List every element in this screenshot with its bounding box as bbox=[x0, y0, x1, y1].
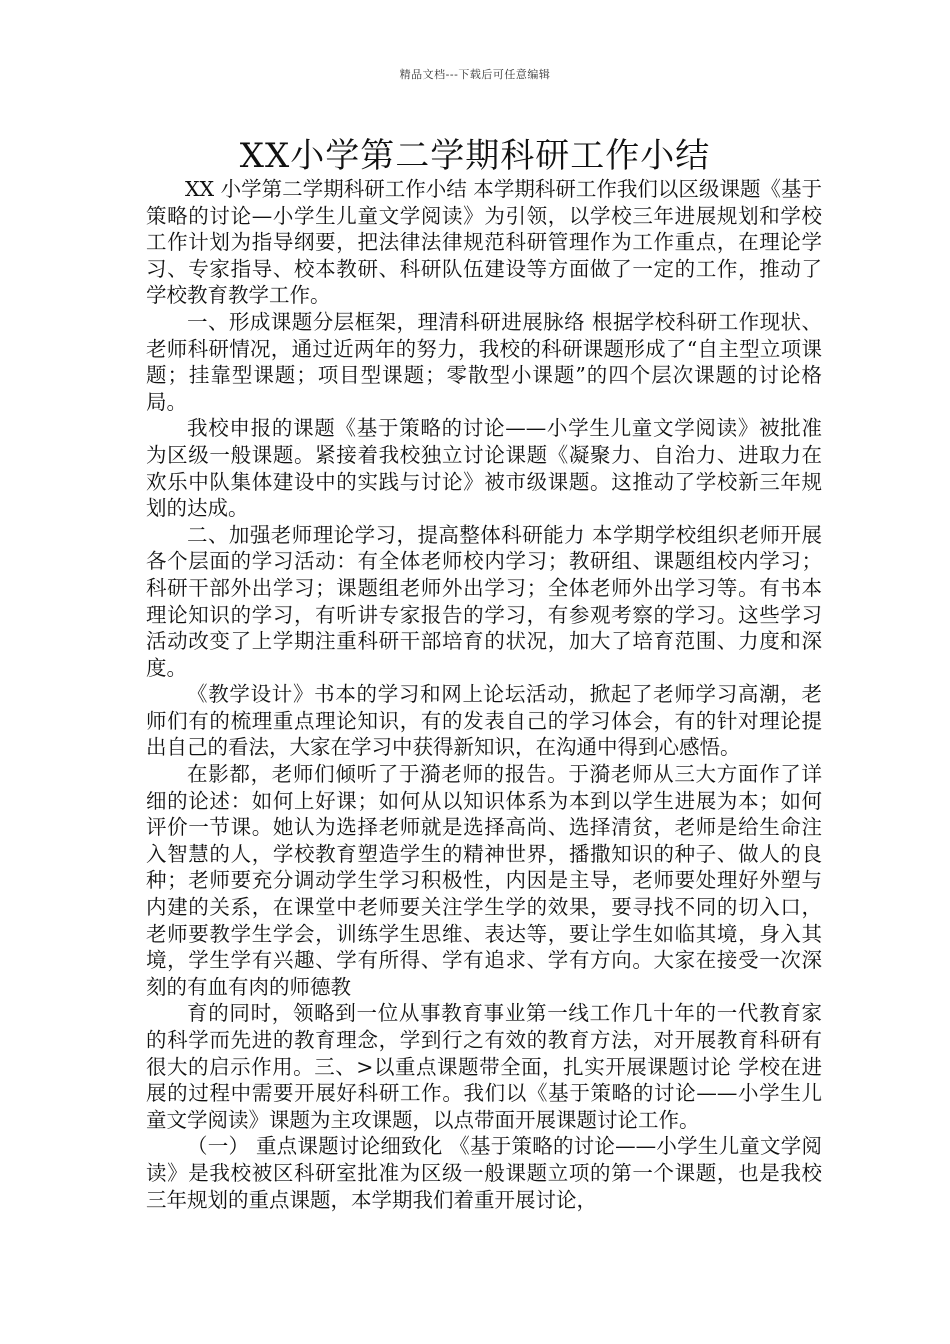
paragraph-section-1: 一、形成课题分层框架，理清科研进展脉络 根据学校科研工作现状、老师科研情况，通过近两年的努力，我校的科研课题形成了“自主型立项课题；挂靠型课题；项目型课题；零散型小课题”的四个层次课题的讨论格局。 bbox=[146, 309, 822, 414]
paragraph-intro: XX 小学第二学期科研工作小结 本学期科研工作我们以区级课题《基于策略的讨论—小学生儿童文学阅读》为引领，以学校三年进展规划和学校工作计划为指导纲要，把法律法律规范科研管理作为工作重点，在理论学习、专家指导、校本教研、科研队伍建设等方面做了一定的工作，推动了学校教育教学工作。 bbox=[146, 177, 822, 308]
document-title: XX小学第二学期科研工作小结 bbox=[239, 136, 711, 176]
paragraph-section-2: 二、加强老师理论学习，提高整体科研能力 本学期学校组织老师开展各个层面的学习活动：有全体老师校内学习；教研组、课题组校内学习；科研干部外出学习；课题组老师外出学习；全体老师外出学习等。有书本理论知识的学习，有听讲专家报告的学习，有参观考察的学习。这些学习活动改变了上学期注重科研干部培育的状况，加大了培育范围、力度和深度。 bbox=[146, 522, 822, 680]
paragraph-project-approval: 我校申报的课题《基于策略的讨论——小学生儿童文学阅读》被批准为区级一般课题。紧接着我校独立讨论课题《凝聚力、自治力、进取力在欢乐中队集体建设中的实践与讨论》被市级课题。这推动了学校新三年规划的达成。 bbox=[146, 416, 822, 521]
paragraph-teaching-design: 《教学设计》书本的学习和网上论坛活动，掀起了老师学习高潮，老师们有的梳理重点理论知识，有的发表自己的学习体会，有的针对理论提出自己的看法，大家在学习中获得新知识，在沟通中得到心感悟。 bbox=[146, 682, 822, 760]
paragraph-lecture-report: 在影都，老师们倾听了于漪老师的报告。于漪老师从三大方面作了详细的论述：如何上好课；如何从以知识体系为本到以学生进展为本；如何评价一节课。她认为选择老师就是选择高尚、选择清贫，老师是给生命注入智慧的人，学校教育塑造学生的精神世界，播撒知识的种子、做人的良种；老师要充分调动学生学习积极性，内因是主导，老师要处理好外塑与内建的关系，在课堂中老师要关注学生学的效果，要寻找不同的切入口，老师要教学生学会，训练学生思维、表达等，要让学生如临其境，身入其境，学生学有兴趣、学有所得、学有追求、学有方向。大家在接受一次深刻的有血有肉的师德教 bbox=[146, 762, 822, 999]
paragraph-subsection-1: （一） 重点课题讨论细致化 《基于策略的讨论——小学生儿童文学阅读》是我校被区科研室批准为区级一般课题立项的第一个课题，也是我校三年规划的重点课题，本学期我们着重开展讨论， bbox=[146, 1134, 822, 1212]
page-header-note: 精品文档---下载后可任意编辑 bbox=[399, 68, 551, 81]
document-body bbox=[146, 176, 822, 1213]
paragraph-section-3: 育的同时，领略到一位从事教育事业第一线工作几十年的一代教育家的科学而先进的教育理念，学到行之有效的教育方法，对开展教育科研有很大的启示作用。三、>以重点课题带全面，扎实开展课题讨论 学校在进展的过程中需要开展好科研工作。我们以《基于策略的讨论——小学生儿童文学阅读》课题为主攻课题，以点带面开展课题讨论工作。 bbox=[146, 1001, 822, 1132]
